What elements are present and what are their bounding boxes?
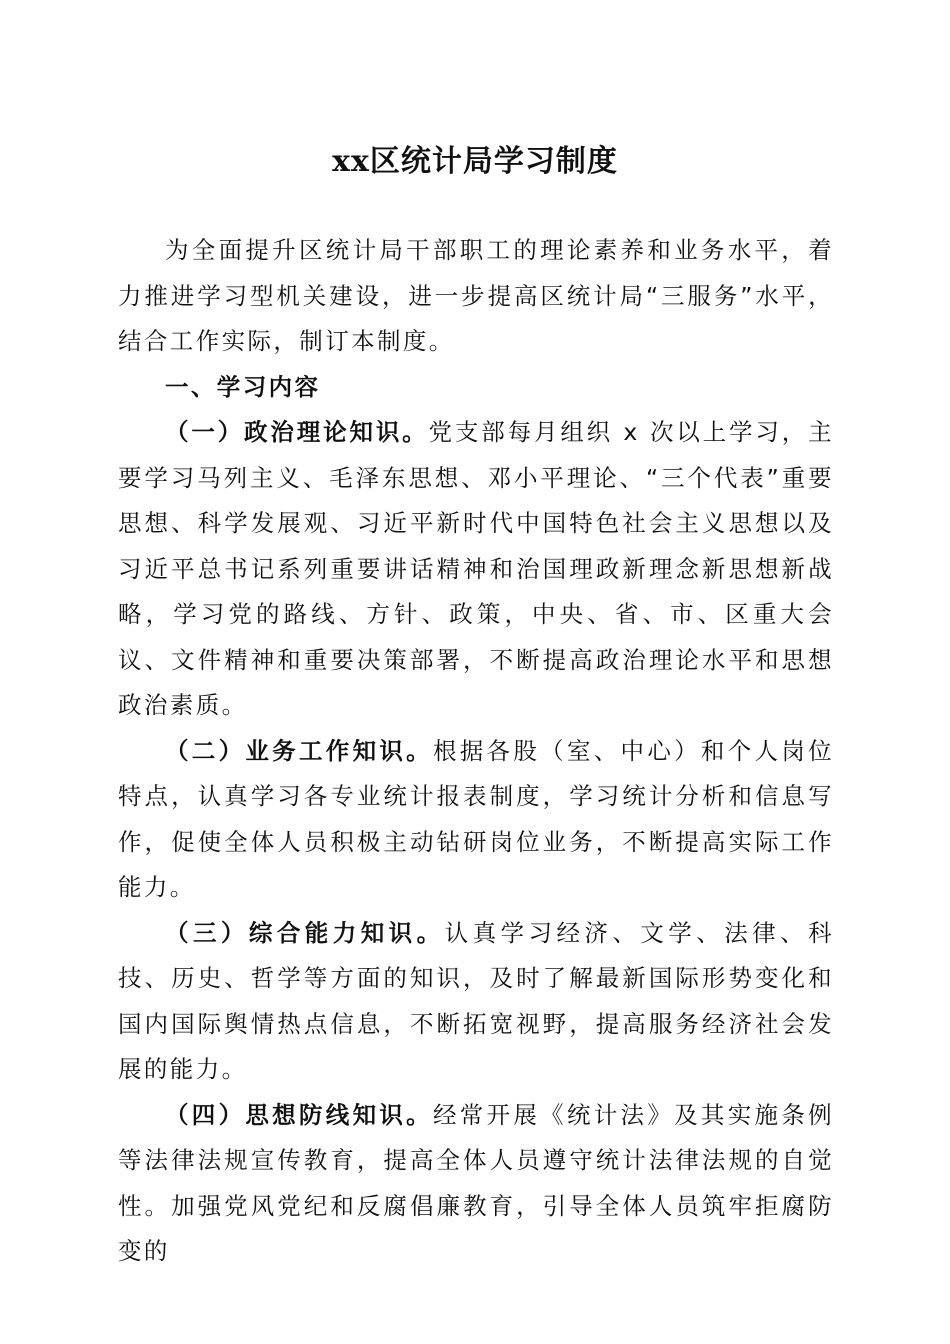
item-lead: （一）政治理论知识。 [165, 418, 429, 446]
content-item-ideological [118, 1093, 834, 1275]
item-lead: （三）综合能力知识。 [165, 918, 445, 947]
item-text: 经常开展《统计法》及其实施条例等法律法规宣传教育，提高全体人员遵守统计法律法规的自觉性。加强党风党纪和反腐倡廉教育，引导全体人员筑牢拒腐防变的 [118, 1100, 835, 1265]
content-item-comprehensive [118, 911, 834, 1093]
document-title: xx区统计局学习制度 [332, 144, 618, 179]
item-text: 根据各股（室、中心）和个人岗位特点，认真学习各专业统计报表制度，学习统计分析和信息写作，促使全体人员积极主动钻研岗位业务，不断提高实际工作能力。 [118, 736, 835, 901]
section-heading: 一、学习内容 [165, 372, 321, 401]
item-lead: （二）业务工作知识。 [165, 736, 433, 765]
item-text: 认真学习经济、文学、法律、科技、历史、哲学等方面的知识，及时了解最新国际形势变化和国内国际舆情热点信息，不断拓宽视野，提高服务经济社会发展的能力。 [118, 918, 834, 1083]
item-text: 党支部每月组织 x 次以上学习，主要学习马列主义、毛泽东思想、邓小平理论、“三个代表”重要思想、科学发展观、习近平新时代中国特色社会主义思想以及习近平总书记系列重要讲话精神和治国理政新理念新思想新战略，学习党的路线、方针、政策，中央、省、市、区重大会议、文件精神和重要决策部署，不断提高政治理论水平和思想政治素质。 [118, 418, 834, 719]
document-body [118, 228, 834, 1275]
item-lead: （四）思想防线知识。 [165, 1100, 433, 1129]
intro-paragraph: 为全面提升区统计局干部职工的理论素养和业务水平，着力推进学习型机关建设，进一步提高区统计局“三服务”水平，结合工作实际，制订本制度。 [118, 236, 834, 355]
content-item-business [118, 729, 834, 911]
content-item-political [118, 410, 834, 729]
